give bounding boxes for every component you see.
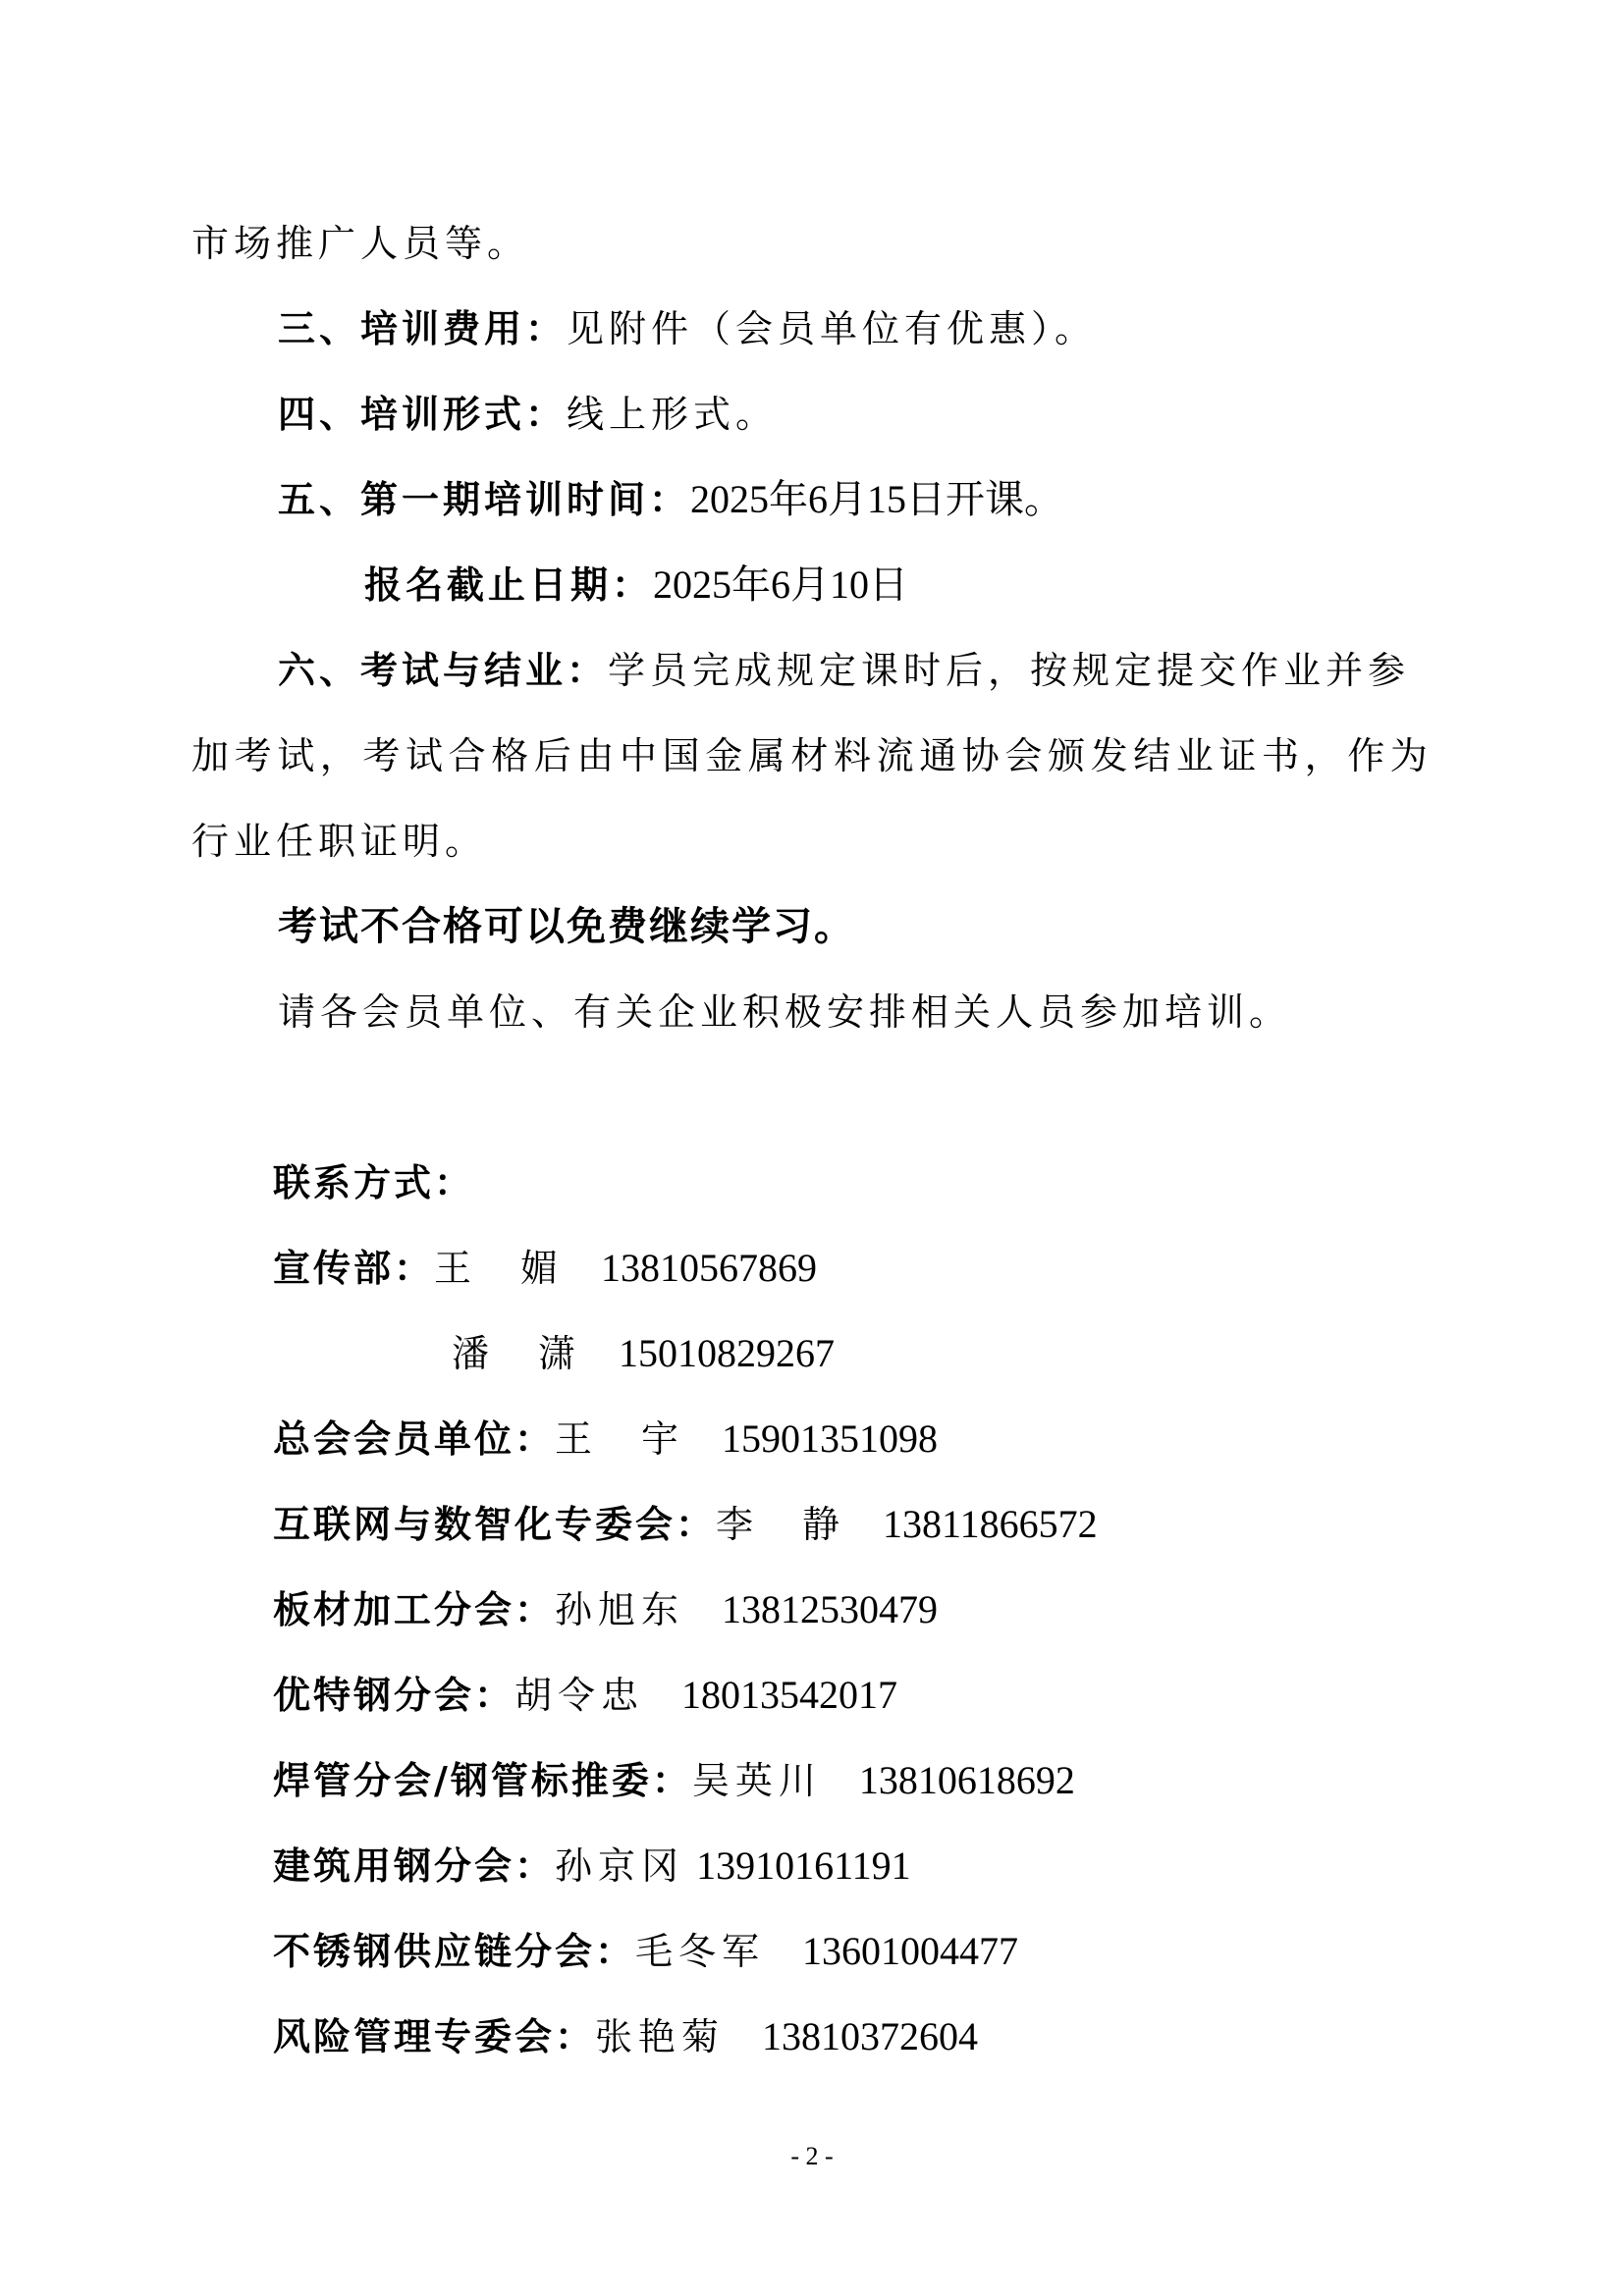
- contact-dept: 建筑用钢分会：: [273, 1844, 556, 1888]
- section-heading: 报名截止日期：: [364, 563, 654, 607]
- section-text: 2025年6月10日: [653, 562, 909, 607]
- exam-line-3: [191, 820, 1438, 863]
- contact-phone: 13810618692: [858, 1758, 1075, 1802]
- contacts-heading: 联系方式：: [273, 1161, 475, 1204]
- contact-dept: 不锈钢供应链分会：: [273, 1930, 636, 1973]
- contact-entry: [273, 1247, 817, 1290]
- contact-dept: 互联网与数智化专委会：: [273, 1503, 717, 1546]
- contact-phone: 13601004477: [802, 1929, 1019, 1973]
- section-format: [278, 393, 1525, 436]
- exam-line-2: [191, 734, 1438, 777]
- exam-text: 行业任职证明。: [191, 820, 488, 863]
- contact-name: 王 媚: [434, 1247, 565, 1290]
- exam-text: 加考试，考试合格后由中国金属材料流通协会颁发结业证书，作为: [191, 734, 1434, 777]
- section-fee: [278, 307, 1525, 350]
- section-heading: 六、考试与结业：: [278, 649, 609, 692]
- section-text: 线上形式。: [567, 393, 779, 436]
- contacts-title: [273, 1161, 474, 1204]
- contact-entry: [273, 1503, 1098, 1546]
- section-text: 见附件（会员单位有优惠）。: [567, 307, 1098, 350]
- closing-text: 请各会员单位、有关企业积极安排相关人员参加培训。: [278, 990, 1292, 1034]
- section-schedule: [278, 478, 1525, 521]
- contact-entry: [452, 1332, 835, 1375]
- contact-name: 孙京冈: [555, 1844, 685, 1888]
- contact-name: 张艳菊: [595, 2015, 726, 2058]
- contact-phone: 13810567869: [601, 1246, 818, 1290]
- contact-name: 潘 潇: [452, 1332, 582, 1375]
- contact-name: 毛冬军: [635, 1930, 766, 1973]
- paragraph-continuation: [191, 222, 1438, 265]
- section-exam: [278, 649, 1525, 692]
- contact-dept: 板材加工分会：: [273, 1588, 556, 1631]
- contact-phone: 13811866572: [883, 1502, 1098, 1546]
- contact-dept: 宣传部：: [273, 1247, 435, 1290]
- contact-entry: [273, 1417, 938, 1461]
- contact-phone: 15010829267: [619, 1331, 836, 1375]
- contact-name: 孙旭东: [555, 1588, 685, 1631]
- contact-entry: [273, 1674, 897, 1717]
- contact-entry: [273, 2015, 978, 2058]
- contact-entry: [273, 1759, 1075, 1802]
- contact-phone: 13810372604: [762, 2014, 979, 2058]
- contact-dept: 风险管理专委会：: [273, 2015, 596, 2058]
- contact-dept: 焊管分会/钢管标推委：: [273, 1759, 692, 1802]
- contact-name: 王 宇: [555, 1417, 685, 1461]
- section-deadline: [364, 563, 1611, 607]
- section-heading: 四、培训形式：: [278, 393, 568, 436]
- retake-text: 考试不合格可以免费继续学习。: [278, 904, 855, 949]
- section-heading: 五、第一期培训时间：: [278, 478, 691, 521]
- closing-paragraph: [278, 990, 1525, 1034]
- continuation-text: 市场推广人员等。: [191, 222, 530, 265]
- contact-entry: [273, 1930, 1018, 1973]
- contact-dept: 优特钢分会：: [273, 1674, 515, 1717]
- section-text: 2025年6月15日开课。: [690, 477, 1064, 521]
- contact-phone: 13812530479: [722, 1587, 939, 1631]
- contact-phone: 18013542017: [681, 1673, 898, 1717]
- contact-entry: [273, 1588, 938, 1631]
- section-text: 学员完成规定课时后，按规定提交作业并参: [608, 649, 1411, 692]
- contact-name: 胡令忠: [514, 1674, 645, 1717]
- page-number: - 2 -: [790, 2142, 834, 2170]
- section-heading: 三、培训费用：: [278, 307, 568, 350]
- retake-note: [278, 905, 1525, 948]
- contact-phone: 15901351098: [722, 1416, 939, 1461]
- contact-name: 吴英川: [691, 1759, 822, 1802]
- contact-entry: [273, 1844, 911, 1888]
- contact-phone: 13910161191: [696, 1843, 911, 1888]
- contact-dept: 总会会员单位：: [273, 1417, 556, 1461]
- contact-name: 李 静: [716, 1503, 846, 1546]
